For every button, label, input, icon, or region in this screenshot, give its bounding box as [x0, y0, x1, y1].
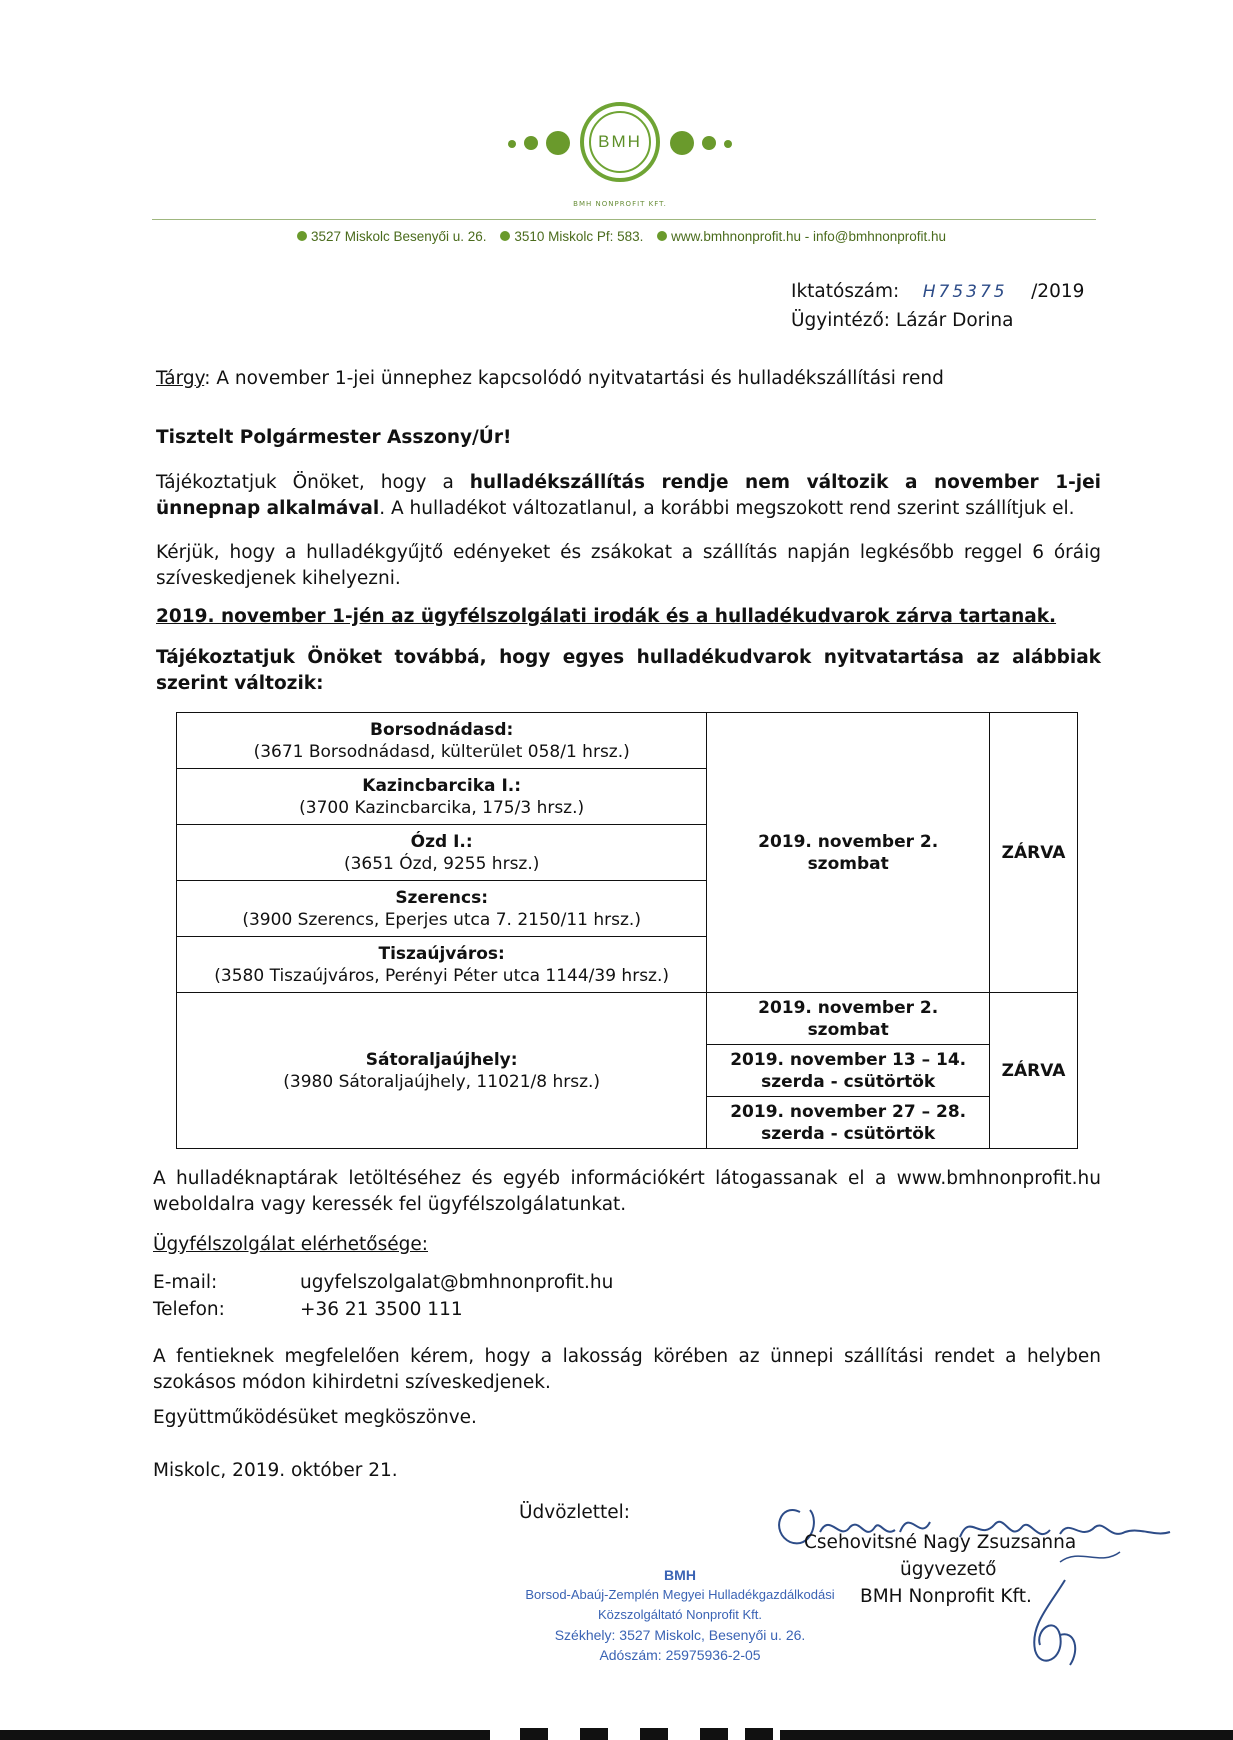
day-text: szombat: [807, 1019, 889, 1040]
contact-heading: Ügyfélszolgálat elérhetősége:: [153, 1234, 429, 1255]
paragraph-1: [156, 470, 1101, 522]
phone-label: Telefon:: [153, 1299, 225, 1320]
subject-line: [156, 366, 1086, 392]
header-address: 3527 Miskolc Besenyői u. 26.: [310, 229, 487, 244]
header-contact-line: [0, 229, 1233, 244]
handler-line: [791, 308, 1013, 334]
signer-company: BMH Nonprofit Kft.: [860, 1586, 1032, 1607]
date-text: 2019. november 2.: [758, 997, 939, 1018]
header-web-email: www.bmhnonprofit.hu - info@bmhnonprofit.hu: [671, 229, 947, 244]
date-cell: [707, 993, 990, 1045]
email-label: E-mail:: [153, 1272, 218, 1293]
signer-name: Csehovitsné Nagy Zsuzsanna: [804, 1532, 1077, 1553]
bullet-icon: [657, 231, 667, 241]
stamp-line: Közszolgáltató Nonprofit Kft.: [597, 1607, 763, 1622]
site-address: (3900 Szerencs, Eperjes utca 7. 2150/11 hrsz.): [242, 909, 641, 930]
table-row: [177, 993, 1078, 1045]
date-cell: [707, 713, 990, 993]
logo-dot: [524, 136, 538, 150]
header-postbox: 3510 Miskolc Pf: 583.: [514, 229, 644, 244]
site-address: (3671 Borsodnádasd, külterület 058/1 hrsz.): [253, 741, 630, 762]
handler-name: Lázár Dorina: [895, 310, 1014, 331]
site-name: Sátoraljaújhely:: [365, 1049, 518, 1070]
reference-year: /2019: [1031, 281, 1085, 302]
paragraph-4: A hulladéknaptárak letöltéséhez és egyéb információkért látogassanak el a www.bmhnonprofit.hu weboldalra vagy keressék fel ügyfélszolgálatunkat.: [153, 1168, 1101, 1215]
status-cell: ZÁRVA: [990, 713, 1078, 993]
stamp-line: Borsod-Abaúj-Zemplén Megyei Hulladékgazdálkodási: [525, 1587, 835, 1602]
paragraph-3: Tájékoztatjuk Önöket továbbá, hogy egyes hulladékudvarok nyitvatartása az alábbiak szerint változik:: [156, 647, 1101, 694]
handwritten-reference-number: H75375: [922, 282, 1008, 302]
header-divider: [152, 219, 1096, 220]
email-value: ugyfelszolgalat@bmhnonprofit.hu: [300, 1272, 614, 1293]
site-name: Borsodnádasd:: [370, 719, 514, 740]
salutation: Tisztelt Polgármester Asszony/Úr!: [156, 427, 512, 448]
date-text: 2019. november 2.: [758, 831, 939, 852]
greeting: Üdvözlettel:: [519, 1502, 631, 1523]
site-cell: [177, 825, 707, 881]
bullet-icon: [500, 231, 510, 241]
paragraph-1-intro: Tájékoztatjuk Önöket, hogy a: [156, 472, 470, 493]
scan-edge: [700, 1728, 728, 1740]
paragraph-1-rest: . A hulladékot változatlanul, a korábbi megszokott rend szerint szállítjuk el.: [379, 498, 1075, 519]
scan-edge: [520, 1728, 548, 1740]
site-address: (3700 Kazincbarcika, 175/3 hrsz.): [299, 797, 585, 818]
logo-dot: [546, 131, 570, 155]
date-text: 2019. november 27 – 28.: [730, 1101, 967, 1122]
day-text: szombat: [807, 853, 889, 874]
paragraph-2: Kérjük, hogy a hulladékgyűjtő edényeket és zsákokat a szállítás napján legkésőbb reggel 6 óráig szíveskedjenek kihelyezni.: [156, 542, 1101, 589]
day-text: szerda - csütörtök: [761, 1123, 936, 1144]
subject-text: : A november 1-jei ünnephez kapcsolódó nyitvatartási és hulladékszállítási rend: [204, 368, 944, 389]
date-cell: [707, 1045, 990, 1097]
phone-value: +36 21 3500 111: [300, 1299, 463, 1320]
logo-dot: [702, 136, 716, 150]
paragraph-1-bold: hulladékszállítás rendje nem változik a november 1-jei ünnepnap alkalmával: [156, 472, 1101, 519]
signer-title: ügyvezető: [900, 1559, 997, 1580]
status-cell: ZÁRVA: [990, 993, 1078, 1149]
site-cell: [177, 769, 707, 825]
place-date: Miskolc, 2019. október 21.: [153, 1460, 398, 1481]
table-row: [177, 713, 1078, 769]
logo-dot: [724, 140, 732, 148]
site-address: (3651 Ózd, 9255 hrsz.): [343, 853, 540, 874]
bullet-icon: [297, 231, 307, 241]
scan-edge: [780, 1730, 1233, 1740]
reference-line: [791, 279, 1084, 305]
paragraph-5: A fentieknek megfelelően kérem, hogy a lakosság körében az ünnepi szállítási rendet a helyben szokásos módon kihirdetni szíveskedjenek.: [153, 1346, 1101, 1393]
reference-label: Iktatószám:: [791, 281, 900, 302]
company-logo: [0, 96, 1233, 208]
logo-subtitle: BMH NONPROFIT KFT.: [573, 200, 667, 208]
stamp-line: BMH: [664, 1567, 696, 1583]
site-name: Tiszaújváros:: [378, 943, 505, 964]
scan-edge: [745, 1728, 773, 1740]
site-cell: [177, 881, 707, 937]
thanks-line: Együttműködésüket megköszönve.: [153, 1407, 477, 1428]
site-cell: [177, 937, 707, 993]
scan-edge: [0, 1730, 490, 1740]
date-text: 2019. november 13 – 14.: [730, 1049, 967, 1070]
logo-dot: [508, 140, 516, 148]
site-cell: [177, 993, 707, 1149]
site-address: (3580 Tiszaújváros, Perényi Péter utca 1144/39 hrsz.): [214, 965, 670, 986]
scan-edge: [580, 1728, 608, 1740]
logo-dot: [670, 131, 694, 155]
stamp-line: Székhely: 3527 Miskolc, Besenyői u. 26.: [554, 1627, 806, 1643]
stamp-line: Adószám: 25975936-2-05: [599, 1647, 761, 1663]
site-address: (3980 Sátoraljaújhely, 11021/8 hrsz.): [283, 1071, 601, 1092]
site-name: Kazincbarcika I.:: [362, 775, 522, 796]
scan-edge: [640, 1728, 668, 1740]
schedule-table: [176, 712, 1078, 1149]
closed-notice: 2019. november 1-jén az ügyfélszolgálati irodák és a hulladékudvarok zárva tartanak.: [156, 606, 1057, 627]
subject-label: Tárgy: [156, 368, 205, 389]
site-name: Ózd I.:: [410, 831, 473, 852]
site-name: Szerencs:: [395, 887, 488, 908]
day-text: szerda - csütörtök: [761, 1071, 936, 1092]
company-stamp: [500, 1565, 860, 1665]
handler-label: Ügyintéző:: [791, 310, 890, 331]
site-cell: [177, 713, 707, 769]
date-cell: [707, 1097, 990, 1149]
logo-text: BMH: [598, 132, 642, 151]
